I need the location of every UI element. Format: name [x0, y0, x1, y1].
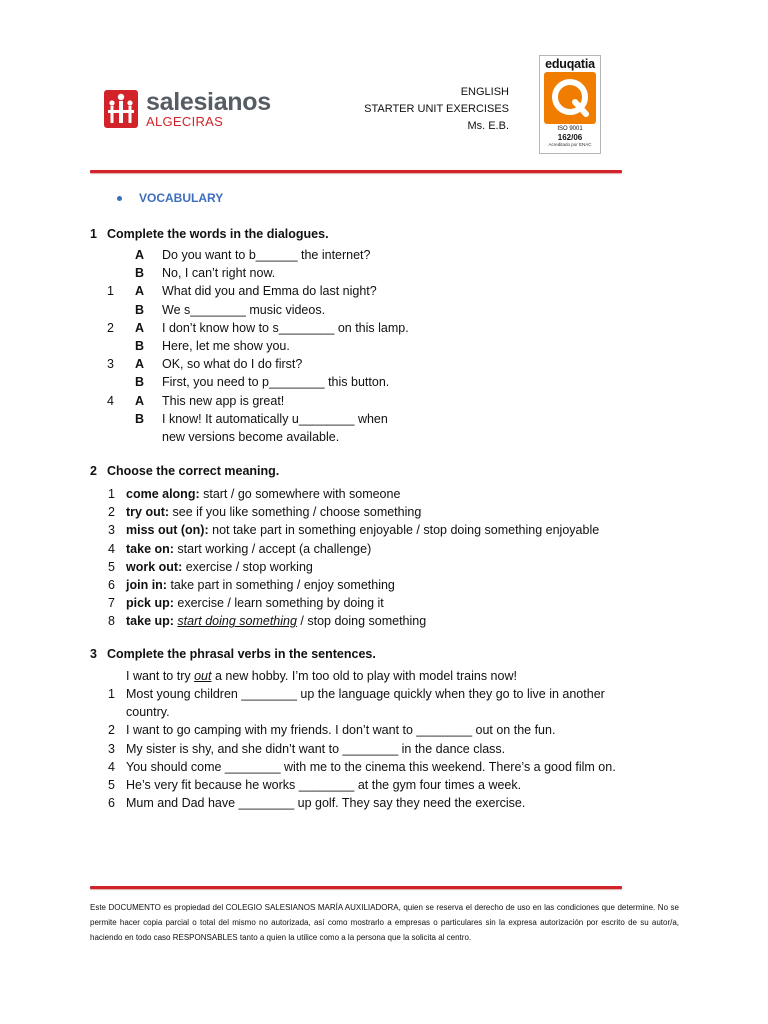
logo-name: salesianos [146, 88, 271, 116]
cert-brand: eduqatia [545, 57, 595, 71]
dialogue-text: This new app is great! [162, 393, 285, 408]
section-heading [117, 191, 223, 205]
example-answer: start doing something [177, 614, 297, 629]
item-number: 1 [108, 687, 115, 701]
exercise-1-title [90, 227, 329, 241]
cert-accredited: Acreditado por ENAC [548, 142, 592, 147]
exercise-number: 3 [90, 647, 97, 661]
sentence-text: country. [126, 705, 170, 720]
dialogue-text: Here, let me show you. [162, 339, 290, 353]
exercise-number: 2 [90, 464, 97, 478]
dialogue-text: What did you and Emma do last night? [162, 284, 377, 299]
item-number: 4 [108, 541, 115, 556]
phrasal-verb: work out: [126, 559, 183, 574]
item-number: 4 [108, 759, 115, 774]
meaning-options: not take part in something enjoyable / stop doing something enjoyable [208, 523, 600, 538]
certification-badge [539, 55, 601, 154]
speaker-label: A [135, 357, 145, 372]
cert-iso: ISO 9001 [557, 126, 583, 132]
example-text-pre: I want to try [126, 669, 195, 683]
sentence-text: Most young children ________ up the language quickly when they go to live in another [126, 687, 605, 701]
speaker-label: B [135, 411, 145, 426]
meaning-item [108, 594, 384, 612]
meaning-options: see if you like something / choose something [169, 505, 422, 520]
item-number: 5 [108, 559, 115, 574]
example-answer: out [194, 669, 212, 683]
footer-disclaimer: Este DOCUMENTO es propiedad del COLEGIO SALESIANOS MARÍA AUXILIADORA, quien se reserva el derecho de uso en las condiciones que determine. No se permite hacer copia parcial o total del mismo no autorizada, así como mostrarlo a empresas o particulares sin la expresa autorización por escrito de su autor/a, haciendo en todo caso RESPONSABLES tanto a quien la utilice como a la persona que la solicita al centro. [90, 903, 679, 942]
teacher-label: Ms. E.B. [467, 120, 509, 132]
logo-city: ALGECIRAS [146, 114, 224, 129]
bottom-divider [90, 886, 622, 889]
item-number: 2 [107, 320, 114, 335]
phrasal-verb: try out: [126, 505, 170, 520]
item-number: 2 [108, 723, 115, 738]
meaning-text: / stop doing something [296, 614, 427, 629]
meaning-item [108, 558, 313, 576]
cert-number: 162/06 [557, 133, 583, 142]
meaning-options: exercise / stop working [182, 559, 313, 574]
salesianos-logo [104, 90, 271, 130]
sentence-text: He’s very fit because he works ________ at the gym four times a week. [126, 778, 522, 792]
meaning-item [108, 540, 371, 558]
item-number: 6 [108, 796, 115, 811]
meaning-item [108, 485, 400, 503]
item-number: 1 [107, 284, 114, 299]
exercise-title-text: Complete the words in the dialogues. [107, 227, 329, 241]
exercise-title-text: Complete the phrasal verbs in the sentences. [107, 647, 376, 661]
speaker-label: B [135, 339, 145, 353]
item-number: 3 [107, 357, 114, 372]
speaker-label: A [135, 248, 145, 262]
speaker-label: A [135, 284, 145, 299]
meaning-item [108, 521, 599, 539]
meaning-item [108, 612, 426, 630]
top-divider [90, 170, 622, 173]
speaker-label: A [135, 320, 145, 335]
phrasal-verb: come along: [126, 487, 200, 501]
unit-label: STARTER UNIT EXERCISES [364, 103, 509, 115]
subject-label: ENGLISH [460, 86, 509, 98]
item-number: 2 [108, 505, 115, 520]
phrasal-verb: miss out (on): [126, 523, 209, 538]
speaker-label: B [135, 375, 145, 390]
sentence-text: Mum and Dad have ________ up golf. They say they need the exercise. [126, 796, 526, 811]
speaker-label: B [135, 266, 145, 281]
meaning-options: start working / accept (a challenge) [173, 541, 372, 556]
item-number: 3 [108, 741, 115, 756]
dialogue-text: We s________ music videos. [162, 302, 326, 317]
example-text-post: a new hobby. I’m too old to play with model trains now! [211, 669, 517, 683]
dialogue-text: I know! It automatically u________ when [162, 411, 388, 426]
meaning-item [108, 503, 421, 521]
item-number: 3 [108, 523, 115, 538]
item-number: 5 [108, 778, 115, 792]
dialogue-text: Do you want to b______ the internet? [162, 248, 371, 262]
document-header-info [364, 84, 509, 135]
phrasal-verb: take on: [126, 541, 174, 556]
dialogue-text: I don’t know how to s________ on this lamp. [162, 320, 409, 335]
dialogue-text: No, I can’t right now. [162, 266, 276, 281]
speaker-label: B [135, 302, 145, 317]
speaker-label: A [135, 393, 145, 408]
phrasal-verb: pick up: [126, 596, 174, 611]
sentence-text: I want to go camping with my friends. I don’t want to ________ out on the fun. [126, 723, 556, 738]
section-title: VOCABULARY [139, 191, 224, 205]
item-number: 7 [108, 596, 115, 611]
meaning-options: start / go somewhere with someone [199, 487, 401, 501]
bullet-icon [117, 196, 122, 201]
phrasal-verb: join in: [126, 578, 167, 592]
dialogue-text: First, you need to p________ this button. [162, 375, 390, 390]
sentence-text: You should come ________ with me to the cinema this weekend. There’s a good film on. [126, 759, 616, 774]
item-number: 6 [108, 578, 115, 592]
item-number: 4 [107, 393, 114, 408]
meaning-item [108, 576, 395, 594]
meaning-options: take part in something / enjoy something [166, 578, 395, 592]
exercise-title-text: Choose the correct meaning. [107, 464, 280, 478]
item-number: 8 [108, 614, 115, 629]
exercise-3-title [90, 647, 376, 661]
dialogue-text: new versions become available. [162, 430, 340, 444]
salesianos-emblem-icon [104, 90, 138, 128]
exercise-2-title [90, 464, 279, 478]
meaning-options: exercise / learn something by doing it [173, 596, 384, 611]
phrasal-verb: take up: [126, 614, 174, 629]
exercise-number: 1 [90, 227, 97, 241]
item-number: 1 [108, 487, 115, 501]
sentence-text: My sister is shy, and she didn’t want to ________ in the dance class. [126, 741, 506, 756]
quality-q-icon [544, 72, 596, 124]
dialogue-text: OK, so what do I do first? [162, 357, 303, 372]
